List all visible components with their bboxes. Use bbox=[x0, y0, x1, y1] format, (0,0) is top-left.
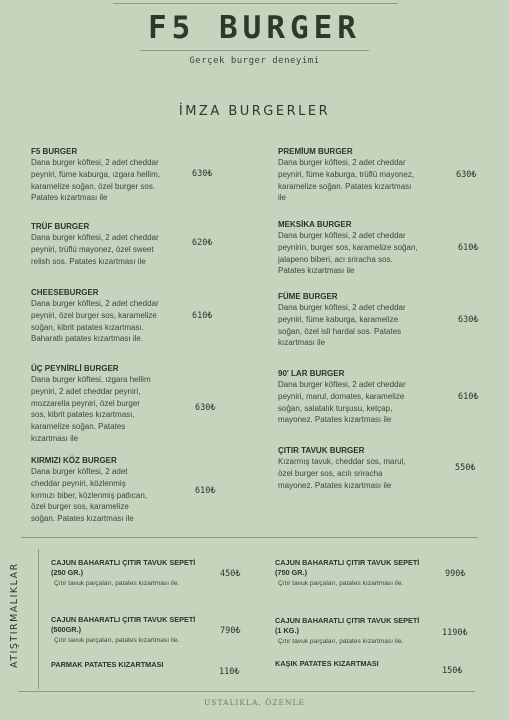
snacks-title: ATIŞTIRMALIKLAR bbox=[9, 562, 20, 668]
item-description: Çıtır tavuk parçaları, patates kızartması ile. bbox=[278, 637, 404, 645]
item-name: CAJUN BAHARATLI ÇITIR TAVUK SEPETİ (1 KG.) bbox=[275, 616, 420, 636]
item-price: 630₺ bbox=[458, 315, 479, 325]
footer-rule bbox=[18, 691, 475, 692]
item-description: Dana burger köftesi, 2 adet cheddar peyniri, füme kaburga, ızgara hellim, karamelize soğan, özel burger sos. Patates kızartması ile bbox=[31, 158, 160, 203]
snack-item-cajun-750 bbox=[275, 558, 450, 589]
footer-tagline: USTALIKLA, ÖZENLE bbox=[203, 698, 306, 707]
menu-item-meksika-burger bbox=[278, 219, 448, 277]
item-price: 610₺ bbox=[192, 311, 213, 321]
item-description: Çıtır tavuk parçaları, patates kızartması ile. bbox=[54, 636, 180, 644]
item-price: 620₺ bbox=[192, 238, 213, 248]
item-price: 990₺ bbox=[445, 569, 466, 579]
snack-item-cajun-250 bbox=[51, 558, 226, 589]
menu-item-premium-burger bbox=[278, 146, 448, 204]
item-description: Çıtır tavuk parçaları, patates kızartması ile. bbox=[278, 579, 404, 587]
menu-item-cheeseburger bbox=[31, 287, 201, 345]
snacks-side-rule bbox=[38, 549, 39, 689]
item-description: Dana burger köftesi, 2 adet cheddar peyniri, füme kaburga, trüflü mayonez, karamelize soğan. Patates kızartması ile bbox=[278, 158, 415, 203]
item-description: Dana burger köftesi, 2 adet cheddar peynirin, burger sos, karamelize soğan, jalapeno biberi, acı sriracha sos. Patates kızartması ile bbox=[278, 231, 418, 276]
top-rule bbox=[113, 3, 398, 4]
item-price: 150₺ bbox=[442, 666, 463, 676]
item-price: 790₺ bbox=[220, 626, 241, 636]
item-price: 610₺ bbox=[458, 243, 479, 253]
brand-title: F5 BURGER bbox=[148, 10, 361, 46]
item-price: 610₺ bbox=[458, 392, 479, 402]
item-name: 90' LAR BURGER bbox=[278, 369, 345, 378]
header-rule bbox=[140, 50, 369, 51]
tagline: Gerçek burger deneyimi bbox=[189, 56, 320, 66]
item-name: CAJUN BAHARATLI ÇITIR TAVUK SEPETİ (750 GR.) bbox=[275, 558, 420, 578]
snack-item-kasik-patates bbox=[275, 659, 450, 669]
snack-item-cajun-500 bbox=[51, 615, 226, 646]
section-title: İMZA BURGERLER bbox=[178, 104, 331, 119]
item-name: PREMİUM BURGER bbox=[278, 147, 353, 156]
item-price: 450₺ bbox=[220, 569, 241, 579]
snack-item-parmak-patates bbox=[51, 660, 226, 670]
menu-item-90lar-burger bbox=[278, 368, 448, 426]
item-price: 110₺ bbox=[219, 667, 240, 677]
item-name: KAŞIK PATATES KIZARTMASI bbox=[275, 659, 379, 668]
item-name: CHEESEBURGER bbox=[31, 288, 99, 297]
item-description: Dana burger köftesi, 2 adet cheddar peyniri, özel burger sos, karamelize soğan, kibrit patates kızartması. Baharatlı patates kızartması ile. bbox=[31, 299, 159, 344]
item-name: FÜME BURGER bbox=[278, 292, 338, 301]
item-price: 550₺ bbox=[455, 463, 476, 473]
item-name: CAJUN BAHARATLI ÇITIR TAVUK SEPETİ (500GR.) bbox=[51, 615, 196, 635]
snack-item-cajun-1kg bbox=[275, 616, 450, 647]
item-price: 630₺ bbox=[456, 170, 477, 180]
item-name: MEKSİKA BURGER bbox=[278, 220, 352, 229]
item-description: Dana burger köftesi, 2 adet cheddar peyniri, közlenmiş kırmızı biber, közlenmiş patlıcan, özel burger sos, karamelize soğan. Patates kızartması ile bbox=[31, 467, 148, 524]
item-description: Dana burger köftesi, 2 adet cheddar peyniri, füme kaburga, karamelize soğan, özel isli hardal sos. Patates kızartması ile bbox=[278, 303, 406, 348]
item-description: Çıtır tavuk parçaları, patates kızartması ile. bbox=[54, 579, 180, 587]
menu-item-f5-burger bbox=[31, 146, 201, 204]
menu-item-uc-peynirli-burger bbox=[31, 363, 201, 445]
menu-item-kirmizi-koz-burger bbox=[31, 455, 201, 525]
item-description: Dana burger köftesi, 2 adet cheddar peyniri, trüflü mayonez, özel sweet relish sos. Patates kızartması ile bbox=[31, 233, 159, 266]
item-price: 610₺ bbox=[195, 486, 216, 496]
item-description: Dana burger köftesi, ızgara hellim peyniri, 2 adet cheddar peyniri, mozzarella peyniri, özel burger sos, kibrit patates kızartması, karamelize soğan. Patates kızartması ile bbox=[31, 375, 151, 443]
item-name: ÜÇ PEYNİRLİ BURGER bbox=[31, 364, 119, 373]
menu-item-truf-burger bbox=[31, 221, 201, 267]
item-description: Kızarmış tavuk, cheddar sos, marul, özel burger sos, acılı sriracha mayonez. Patates kızartması ile bbox=[278, 457, 406, 490]
item-name: F5 BURGER bbox=[31, 147, 78, 156]
item-price: 630₺ bbox=[192, 169, 213, 179]
item-description: Dana burger köftesi, 2 adet cheddar peyniri, marul, domates, karamelize soğan, salatalık turşusu, ketçap, mayonez. Patates kızartması ile bbox=[278, 380, 406, 425]
snacks-top-rule bbox=[21, 537, 478, 538]
item-name: TRÜF BURGER bbox=[31, 222, 90, 231]
item-name: CAJUN BAHARATLI ÇITIR TAVUK SEPETİ (250 GR.) bbox=[51, 558, 196, 578]
item-price: 1190₺ bbox=[442, 628, 468, 638]
menu-item-fume-burger bbox=[278, 291, 448, 349]
item-name: PARMAK PATATES KIZARTMASI bbox=[51, 660, 164, 669]
item-price: 630₺ bbox=[195, 403, 216, 413]
menu-item-citir-tavuk-burger bbox=[278, 445, 448, 491]
item-name: ÇITIR TAVUK BURGER bbox=[278, 446, 365, 455]
item-name: KIRMIZI KÖZ BURGER bbox=[31, 456, 117, 465]
